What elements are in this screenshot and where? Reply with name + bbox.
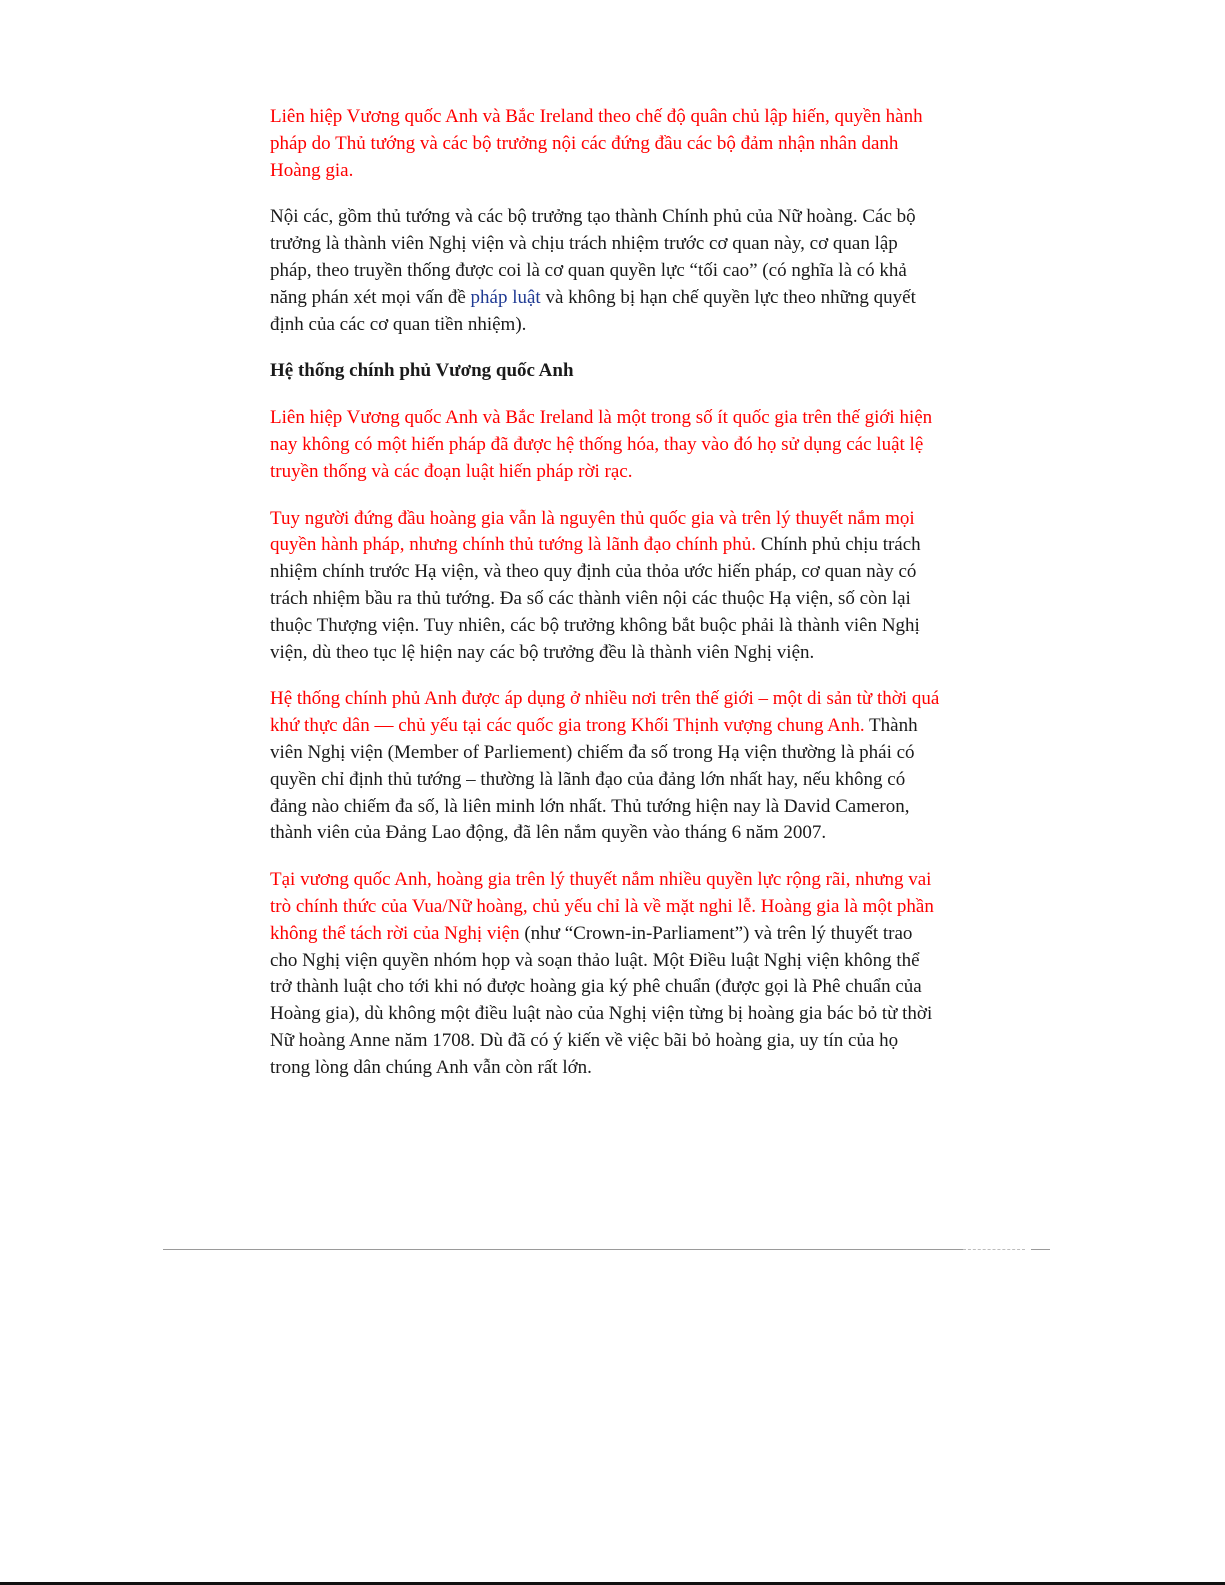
footer-divider-end — [1031, 1249, 1050, 1250]
paragraph-head-of-government — [270, 506, 942, 667]
phap-luat-link[interactable]: pháp luật — [470, 286, 541, 308]
body-text: Chính phủ chịu trách nhiệm chính trước Hạ viện, và theo quy định của thỏa ước hiến pháp, cơ quan này có trách nhiệm bầu ra thủ tướng. Đa số các thành viên nội các thuộc Hạ viện, số còn lại thuộc Thượng viện. Tuy nhiên, các bộ trưởng không bắt buộc phải là thành viên Nghị viện, dù theo tục lệ hiện nay các bộ trưởng đều là thành viên Nghị viện. — [270, 534, 921, 663]
section-heading: Hệ thống chính phủ Vương quốc Anh — [270, 360, 574, 382]
body-text: và không bị hạn chế quyền lực theo những quyết định của các cơ quan tiền nhiệm). — [270, 286, 916, 335]
highlighted-text: Tại vương quốc Anh, hoàng gia trên lý thuyết nắm nhiều quyền lực rộng rãi, nhưng vai trò chính thức của Vua/Nữ hoàng, chủ yếu chỉ là về mặt nghi lễ. Hoàng gia là một phần không thể tách rời của Nghị viện — [270, 869, 934, 944]
footer-divider — [163, 1249, 963, 1250]
highlighted-text: Tuy người đứng đầu hoàng gia vẫn là nguyên thủ quốc gia và trên lý thuyết nắm mọi quyền hành pháp, nhưng chính thủ tướng là lãnh đạo chính phủ. — [270, 507, 915, 556]
highlighted-text: Hệ thống chính phủ Anh được áp dụng ở nhiều nơi trên thế giới – một di sản từ thời quá khứ thực dân — chủ yếu tại các quốc gia trong Khối Thịnh vượng chung Anh. — [270, 688, 940, 737]
paragraph-cabinet — [270, 204, 942, 338]
highlighted-text: Liên hiệp Vương quốc Anh và Bắc Ireland theo chế độ quân chủ lập hiến, quyền hành pháp do Thủ tướng và các bộ trưởng nội các đứng đầu các bộ đảm nhận nhân danh Hoàng gia. — [270, 106, 923, 181]
paragraph-royal-powers — [270, 867, 942, 1081]
document-body — [270, 104, 942, 1102]
footer-divider-dashed — [963, 1249, 1025, 1250]
paragraph-constitutional-monarchy — [270, 104, 942, 184]
body-text: (như “Crown-in-Parliament”) và trên lý thuyết trao cho Nghị viện quyền nhóm họp và soạn thảo luật. Một Điều luật Nghị viện không thể trở thành luật cho tới khi nó được hoàng gia ký phê chuẩn (được gọi là Phê chuẩn của Hoàng gia), dù không một điều luật nào của Nghị viện từng bị hoàng gia bác bỏ từ thời Nữ hoàng Anne năm 1708. Dù đã có ý kiến về việc bãi bỏ hoàng gia, uy tín của họ trong lòng dân chúng Anh vẫn còn rất lớn. — [270, 922, 933, 1078]
paragraph-no-codified-constitution — [270, 405, 942, 485]
body-text: Thành viên Nghị viện (Member of Parliement) chiếm đa số trong Hạ viện thường là phái có quyền chỉ định thủ tướng – thường là lãnh đạo của đảng lớn nhất hay, nếu không có đảng nào chiếm đa số, là liên minh lớn nhất. Thủ tướng hiện nay là David Cameron, thành viên của Đảng Lao động, đã lên nắm quyền vào tháng 6 năm 2007. — [270, 715, 918, 844]
paragraph-westminster-system — [270, 686, 942, 847]
body-text: Nội các, gồm thủ tướng và các bộ trưởng tạo thành Chính phủ của Nữ hoàng. Các bộ trưởng là thành viên Nghị viện và chịu trách nhiệm trước cơ quan này, cơ quan lập pháp, theo truyền thống được coi là cơ quan quyền lực “tối cao” (có nghĩa là có khả năng phán xét mọi vấn đề — [270, 206, 916, 308]
highlighted-text: Liên hiệp Vương quốc Anh và Bắc Ireland là một trong số ít quốc gia trên thế giới hiện nay không có một hiến pháp đã được hệ thống hóa, thay vào đó họ sử dụng các luật lệ truyền thống và các đoạn luật hiến pháp rời rạc. — [270, 407, 933, 482]
